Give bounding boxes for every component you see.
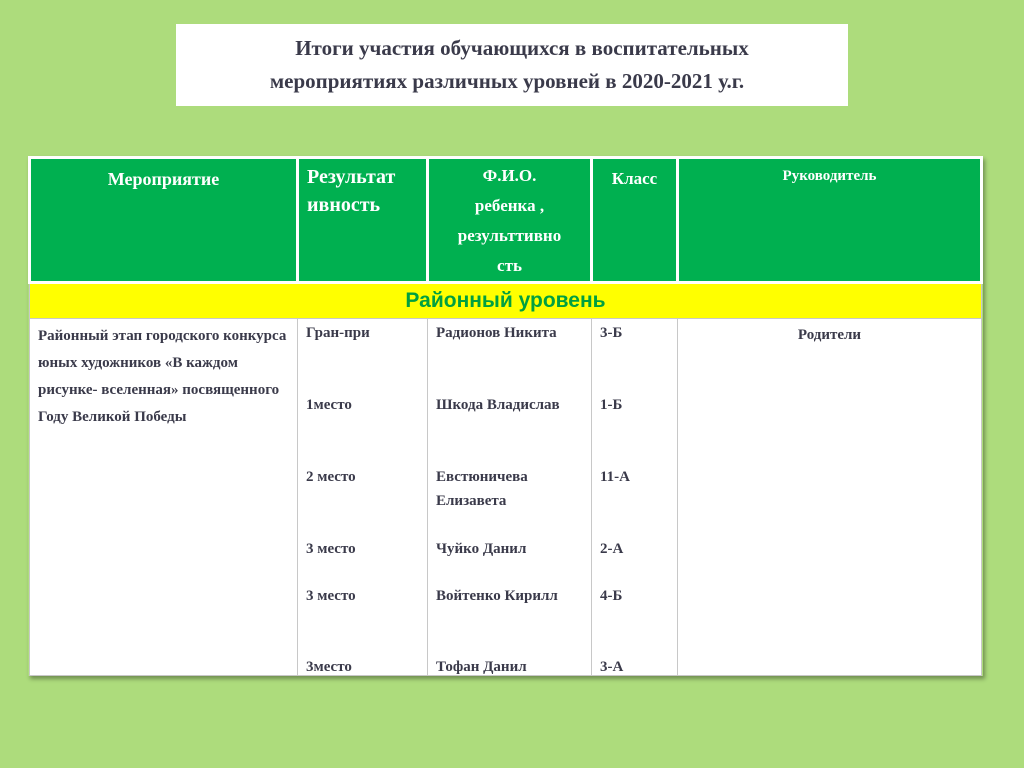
page-title (176, 24, 848, 106)
result-entry: 3место (306, 659, 352, 675)
leader-cell (678, 319, 982, 676)
table-row (30, 319, 982, 676)
class-entry: 3-Б (600, 325, 623, 341)
class-cell (592, 319, 678, 676)
class-entry: 2-А (600, 541, 624, 557)
name-entry: Шкода Владислав (436, 397, 560, 413)
header-name-line2: ребенка , (474, 196, 545, 215)
level-row (30, 283, 982, 319)
header-class: Класс (592, 158, 678, 283)
header-name-line4: сть (497, 256, 522, 275)
table-header-row (30, 158, 982, 283)
title-line-2: мероприятиях различных уровней в 2020-2021 у.г. (269, 69, 745, 93)
title-line-1: Итоги участия обучающихся в воспитательных (295, 36, 749, 60)
class-entry: 3-А (600, 659, 624, 675)
name-entry: Войтенко Кирилл (436, 588, 558, 604)
level-label: Районный уровень (30, 283, 982, 319)
header-name (428, 158, 592, 283)
header-leader: Руководитель (678, 158, 982, 283)
name-entry: Тофан Данил (436, 659, 527, 675)
class-entry: 4-Б (600, 588, 623, 604)
header-name-line1: Ф.И.О. (482, 166, 537, 185)
result-entry: 3 место (306, 588, 356, 604)
name-entry: Евстюничева Елизавета (436, 469, 528, 509)
event-text: Районный этап городского конкурса юных художников «В каждом рисунке- вселенная» посвященного Году Великой Победы (38, 328, 287, 425)
name-entry: Радионов Никита (436, 325, 557, 341)
header-result (298, 158, 428, 283)
name-entry: Чуйко Данил (436, 541, 527, 557)
result-entry: Гран-при (306, 325, 370, 341)
header-event: Мероприятие (30, 158, 298, 283)
results-table (28, 156, 983, 676)
class-entry: 1-Б (600, 397, 623, 413)
header-name-line3: результтивно (457, 226, 562, 245)
event-cell (30, 319, 298, 676)
result-entry: 1место (306, 397, 352, 413)
result-entry: 2 место (306, 469, 356, 485)
header-result-line2: ивность (307, 194, 381, 216)
result-entry: 3 место (306, 541, 356, 557)
class-entry: 11-А (600, 469, 630, 485)
name-cell (428, 319, 592, 676)
result-cell (298, 319, 428, 676)
leader-text: Родители (797, 327, 862, 343)
header-result-line1: Результат (307, 166, 396, 188)
